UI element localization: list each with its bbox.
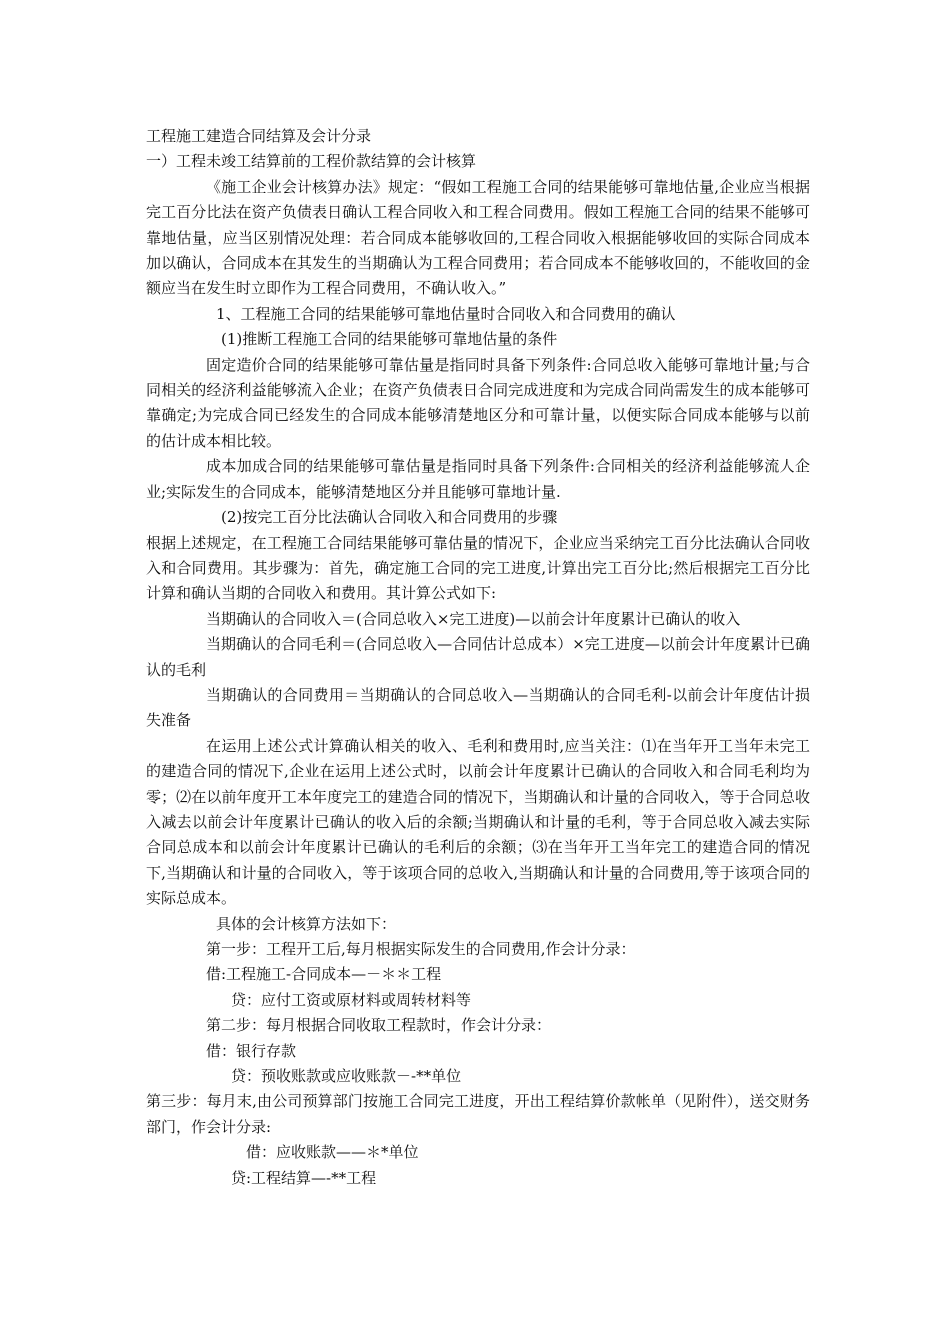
step3-debit: 借：应收账款——＊*单位 [246,1143,419,1162]
methods-line: 具体的会计核算方法如下： [216,914,397,933]
step1-debit: 借:工程施工-合同成本—－＊＊工程 [206,965,442,984]
step1-line: 第一步：工程开工后,每月根据实际发生的合同费用,作会计分录： [206,940,636,958]
fixed-price-paragraph: 固定造价合同的结果能够可靠估量是指同时具备下列条件:合同总收入能够可靠地计量;与合同相关的经济利益能够流入企业；在资产负债表日合同完成进度和为完成合同尚需发生的成本能够可靠确定;为完成合同已经发生的合同成本能够清楚地区分和可靠计量，以便实际合同成本能够与以前的估计成本相比较。 [146,355,810,450]
regulation-paragraph: 《施工企业会计核算办法》规定：“假如工程施工合同的结果能够可靠地估量,企业应当根据完工百分比法在资产负债表日确认工程合同收入和工程合同费用。假如工程施工合同的结果不能够可靠地估量，应当区别情况处理：若合同成本能够收回的,工程合同收入根据能够收回的实际合同成本加以确认，合同成本在其发生的当期确认为工程合同费用；若合同成本不能够收回的，不能收回的金额应当在发生时立即作为工程合同费用，不确认收入。” [146,177,810,298]
subheading-1-2: (2)按完工百分比法确认合同收入和合同费用的步骤 [221,508,558,527]
steps-paragraph: 根据上述规定，在工程施工合同结果能够可靠估量的情况下，企业应当采纳完工百分比法确认合同收入和合同费用。其步骤为：首先，确定施工合同的完工进度,计算出完工百分比;然后根据完工百分比计算和确认当期的合同收入和费用。其计算公式如下: [146,533,810,603]
cost-plus-paragraph: 成本加成合同的结果能够可靠估量是指同时具备下列条件:合同相关的经济利益能够流人企业;实际发生的合同成本，能够清楚地区分并且能够可靠地计量. [146,457,810,501]
attention-paragraph: 在运用上述公式计算确认相关的收入、毛利和费用时,应当关注：⑴在当年开工当年未完工的建造合同的情况下,企业在运用上述公式时，以前会计年度累计已确认的合同收入和合同毛利均为零；⑵在以前年度开工本年度完工的建造合同的情况下，当期确认和计量的合同收入，等于合同总收入减去以前会计年度累计已确认的收入后的余额;当期确认和计量的毛利，等于合同总收入减去实际合同总成本和以前会计年度累计已确认的毛利后的余额；⑶在当年开工当年完工的建造合同的情况下,当期确认和计量的合同收入，等于该项合同的总收入,当期确认和计量的合同费用,等于该项合同的实际总成本。 [146,736,810,908]
section-heading: 一）工程未竣工结算前的工程价款结算的会计核算 [146,152,477,171]
formula-margin: 当期确认的合同毛利＝(合同总收入—合同估计总成本）×完工进度—以前会计年度累计已确认的毛利 [146,635,810,679]
document-title: 工程施工建造合同结算及会计分录 [146,127,372,145]
subheading-1: 1、工程施工合同的结果能够可靠地估量时合同收入和合同费用的确认 [216,304,676,323]
step3-paragraph: 第三步：每月末,由公司预算部门按施工合同完工进度，开出工程结算价款帐单（见附件），送交财务部门，作会计分录: [146,1092,810,1136]
step3-credit: 贷:工程结算—-**工程 [231,1168,377,1187]
formula-expense: 当期确认的合同费用＝当期确认的合同总收入—当期确认的合同毛利-以前会计年度估计损失准备 [146,685,810,730]
step2-debit: 借：银行存款 [206,1041,297,1060]
step2-line: 第二步：每月根据合同收取工程款时，作会计分录： [206,1016,552,1035]
subheading-1-1: (1)推断工程施工合同的结果能够可靠地估量的条件 [221,330,558,349]
formula-revenue: 当期确认的合同收入＝(合同总收入×完工进度)—以前会计年度累计已确认的收入 [206,609,741,628]
step1-credit: 贷：应付工资或原材料或周转材料等 [231,990,472,1009]
step2-credit: 贷：预收账款或应收账款－-**单位 [231,1067,462,1086]
document-body [146,124,810,1191]
